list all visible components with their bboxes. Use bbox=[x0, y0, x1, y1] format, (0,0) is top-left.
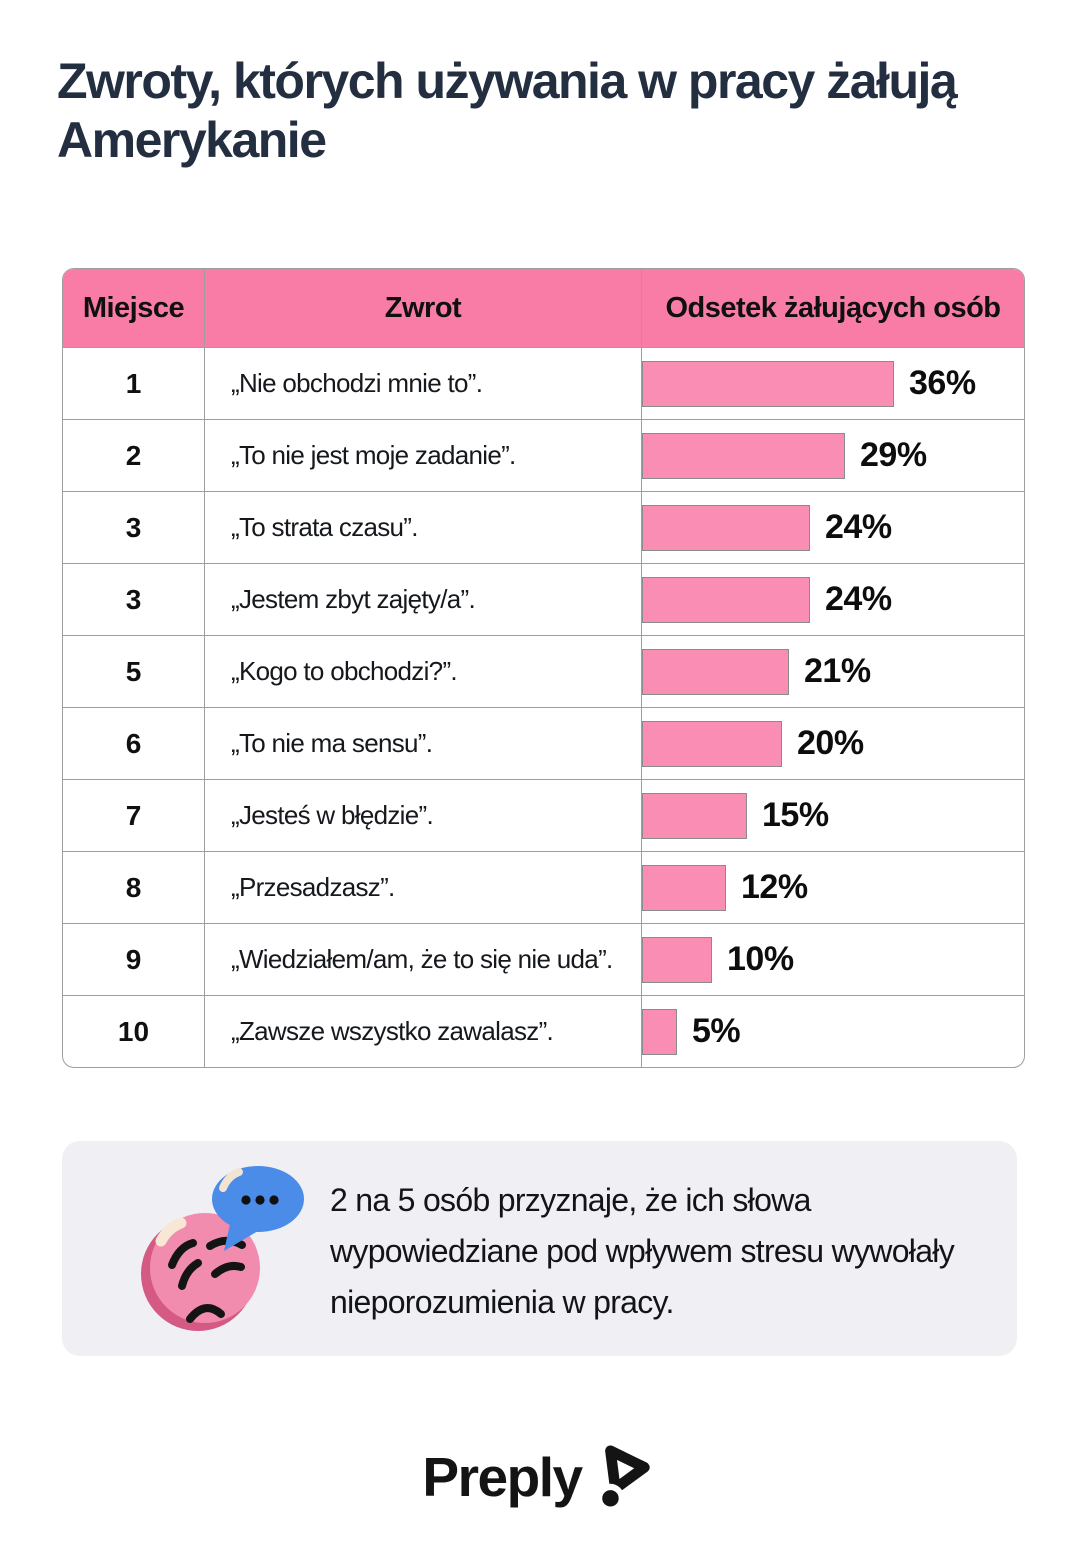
bar-cell bbox=[642, 996, 1024, 1067]
table-row bbox=[63, 995, 1024, 1067]
phrase-cell: „Przesadzasz”. bbox=[205, 852, 642, 923]
table-row bbox=[63, 419, 1024, 491]
percentage-value: 10% bbox=[727, 940, 794, 978]
table-body bbox=[63, 347, 1024, 1067]
phrase-cell: „To nie ma sensu”. bbox=[205, 708, 642, 779]
percentage-value: 5% bbox=[692, 1012, 741, 1050]
place-cell: 3 bbox=[63, 492, 205, 563]
place-cell: 3 bbox=[63, 564, 205, 635]
phrase-cell: „Jesteś w błędzie”. bbox=[205, 780, 642, 851]
phrase-cell: „To nie jest moje zadanie”. bbox=[205, 420, 642, 491]
bar-cell bbox=[642, 924, 1024, 995]
percentage-value: 21% bbox=[804, 652, 871, 690]
table-row bbox=[63, 635, 1024, 707]
place-cell: 7 bbox=[63, 780, 205, 851]
table-header-row bbox=[63, 269, 1024, 347]
table-row bbox=[63, 923, 1024, 995]
place-cell: 10 bbox=[63, 996, 205, 1067]
percentage-bar bbox=[642, 865, 726, 911]
header-place: Miejsce bbox=[63, 269, 205, 347]
table-row bbox=[63, 563, 1024, 635]
percentage-bar bbox=[642, 721, 782, 767]
phrase-cell: „Jestem zbyt zajęty/a”. bbox=[205, 564, 642, 635]
place-cell: 6 bbox=[63, 708, 205, 779]
brand-wordmark: Preply bbox=[422, 1446, 582, 1508]
place-cell: 5 bbox=[63, 636, 205, 707]
phrase-cell: „To strata czasu”. bbox=[205, 492, 642, 563]
note-text: 2 na 5 osób przyznaje, że ich słowa wypowiedziane pod wpływem stresu wywołały nieporozumienia w pracy. bbox=[330, 1182, 955, 1320]
percentage-bar bbox=[642, 433, 845, 479]
bar-cell bbox=[642, 564, 1024, 635]
table-row bbox=[63, 779, 1024, 851]
table-row bbox=[63, 851, 1024, 923]
preply-logo-icon bbox=[594, 1438, 656, 1516]
bar-cell bbox=[642, 852, 1024, 923]
percentage-value: 12% bbox=[741, 868, 808, 906]
regret-phrases-table bbox=[62, 268, 1025, 1068]
phrase-cell: „Kogo to obchodzi?”. bbox=[205, 636, 642, 707]
percentage-value: 20% bbox=[797, 724, 864, 762]
percentage-bar bbox=[642, 505, 810, 551]
bar-cell bbox=[642, 780, 1024, 851]
table-row bbox=[63, 347, 1024, 419]
place-cell: 8 bbox=[63, 852, 205, 923]
table-row bbox=[63, 707, 1024, 779]
bar-cell bbox=[642, 492, 1024, 563]
stressed-face-emoji-icon bbox=[102, 1157, 322, 1342]
page-title: Zwroty, których używania w pracy żałują Amerykanie bbox=[57, 53, 957, 168]
bar-cell bbox=[642, 708, 1024, 779]
percentage-bar bbox=[642, 577, 810, 623]
highlight-note-box bbox=[62, 1141, 1017, 1356]
bar-cell bbox=[642, 636, 1024, 707]
percentage-value: 29% bbox=[860, 436, 927, 474]
bar-cell bbox=[642, 420, 1024, 491]
percentage-value: 15% bbox=[762, 796, 829, 834]
percentage-bar bbox=[642, 361, 894, 407]
percentage-value: 24% bbox=[825, 508, 892, 546]
table-row bbox=[63, 491, 1024, 563]
place-cell: 2 bbox=[63, 420, 205, 491]
footer-logo bbox=[0, 1438, 1078, 1516]
bar-cell bbox=[642, 348, 1024, 419]
percentage-bar bbox=[642, 937, 712, 983]
phrase-cell: „Wiedziałem/am, że to się nie uda”. bbox=[205, 924, 642, 995]
percentage-bar bbox=[642, 649, 789, 695]
phrase-cell: „Zawsze wszystko zawalasz”. bbox=[205, 996, 642, 1067]
percentage-bar bbox=[642, 1009, 677, 1055]
phrase-cell: „Nie obchodzi mnie to”. bbox=[205, 348, 642, 419]
percentage-bar bbox=[642, 793, 747, 839]
header-percentage: Odsetek żałujących osób bbox=[665, 291, 1001, 324]
percentage-value: 36% bbox=[909, 364, 976, 402]
percentage-value: 24% bbox=[825, 580, 892, 618]
place-cell: 1 bbox=[63, 348, 205, 419]
place-cell: 9 bbox=[63, 924, 205, 995]
header-phrase: Zwrot bbox=[205, 269, 642, 347]
